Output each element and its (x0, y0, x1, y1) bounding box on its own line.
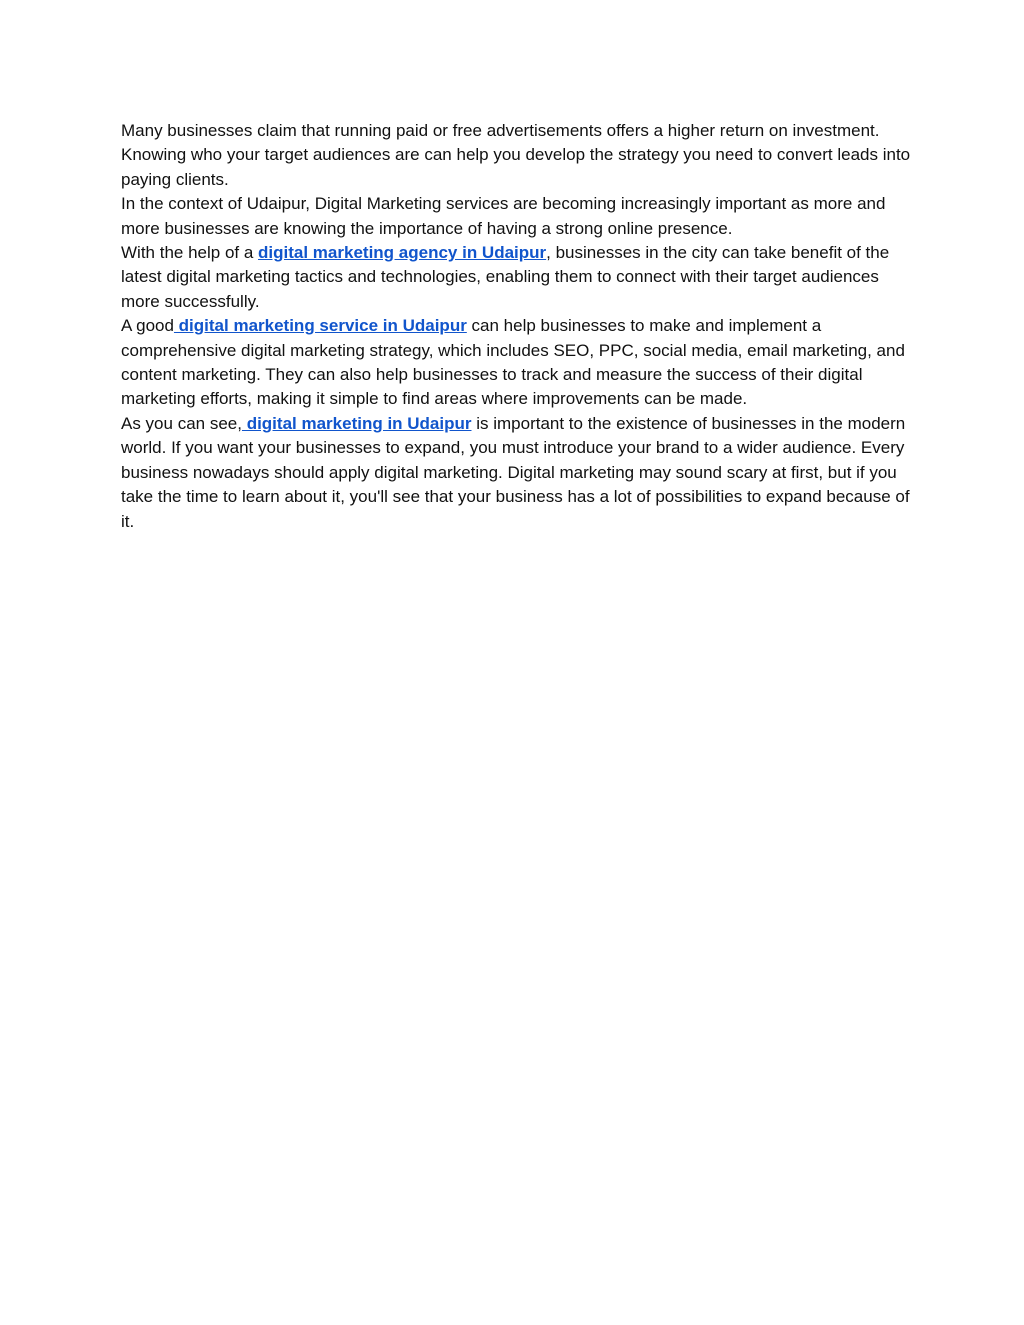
document-body (121, 119, 911, 534)
paragraph-text-before: With the help of a (121, 243, 259, 263)
paragraph-roi (121, 119, 911, 192)
paragraph-text-before: As you can see, (121, 413, 242, 433)
paragraph-agency (121, 241, 911, 314)
paragraph-text-before: A good (121, 316, 174, 336)
paragraph-text-after: is important to the existence of businesses in the modern world. If you want your businesses to expand, you must introduce your brand to a wider audience. Every business nowadays should apply digital marketing. Digital marketing may sound scary at first, but if you take the time to learn about it, you'll see that your business has a lot of possibilities to expand because of it. (121, 413, 910, 531)
link-digital-marketing-udaipur[interactable]: digital marketing in Udaipur (241, 413, 472, 433)
link-digital-marketing-service[interactable]: digital marketing service in Udaipur (173, 316, 467, 336)
paragraph-service (121, 314, 911, 412)
paragraph-text: Many businesses claim that running paid or free advertisements offers a higher return on investment. Knowing who your target audiences are can help you develop the strategy you need to convert leads into paying clients. (121, 121, 911, 189)
paragraph-text-after: can help businesses to make and implement a comprehensive digital marketing strategy, which includes SEO, PPC, social media, email marketing, and content marketing. They can also help businesses to track and measure the success of their digital marketing efforts, making it simple to find areas where improvements can be made. (121, 316, 905, 409)
paragraph-text: In the context of Udaipur, Digital Marketing services are becoming increasingly important as more and more businesses are knowing the importance of having a strong online presence. (121, 194, 886, 238)
paragraph-conclusion (121, 412, 911, 534)
link-digital-marketing-agency[interactable]: digital marketing agency in Udaipur (258, 243, 547, 263)
paragraph-text-after: , businesses in the city can take benefit of the latest digital marketing tactics and technologies, enabling them to connect with their target audiences more successfully. (121, 243, 890, 311)
paragraph-udaipur-context (121, 192, 911, 241)
